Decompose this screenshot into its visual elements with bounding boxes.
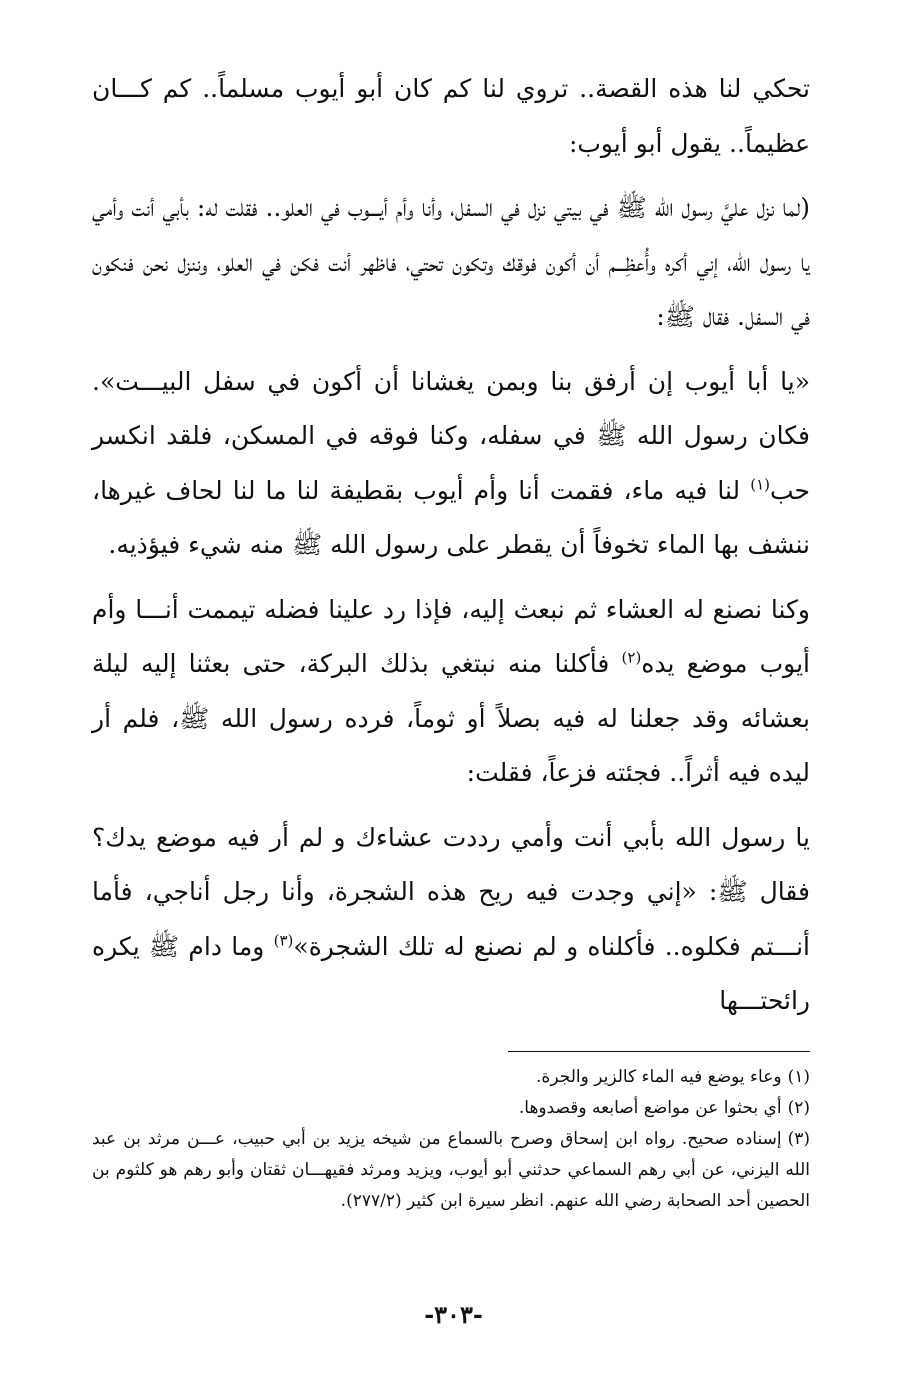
footnote-2 [92,1093,810,1124]
paragraph-3-text: «يا أبا أيوب إن أرفق بنا وبمن يغشانا أن أكون في سفل البيـــت». فكان رسول الله ﷺ في سفله، وكنا فوقه في المسكن، فلقد انكسر حب [92,366,810,505]
paragraph-3 [92,355,810,573]
footnote-2-text: أي بحثوا عن مواضع أصابعه وقصدوها. [518,1097,782,1118]
paragraph-2-text: (لما نزل عليَّ رسول الله ﷺ في بيتي نزل في السفل، وأنا وأم أيـــوب في العلو.. فقلت له: بأبي أنت وأمي يا رسول الله، إني أكره وأُعظِـــم أن أكون فوقك وتكون تحتي، فاظهر أنت فكن في العلو، وننزل نحن فنكون في السفل. فقال ﷺ: [92,193,810,331]
footnote-3 [92,1124,810,1217]
paragraph-4 [92,583,810,801]
footnotes [92,1062,810,1217]
footnote-ref-2: (٢) [621,648,642,667]
paragraph-5-continuation: وما دام ﷺ يكره رائحتـــها [92,931,810,1015]
paragraph-2 [92,181,810,345]
footnote-1-number: (١) [787,1066,810,1087]
footnote-2-number: (٢) [787,1097,810,1118]
page-number: -٣٠٣- [424,1300,483,1329]
footnote-1 [92,1062,810,1093]
footnote-3-text: إسناده صحيح. رواه ابن إسحاق وصرح بالسماع من شيخه يزيد بن أبي حبيب، عـــن مرثد بن عبد الله اليزني، عن أبي رهم السماعي حدثني أبو أيوب، ويزيد ومرثد فقيهـــان ثقتان وأبو رهم هو كلثوم بن الحصين أحد الصحابة رضي الله عنهم. انظر سيرة ابن كثير (٢٧٧/٢). [92,1128,810,1211]
footnote-divider [508,1051,810,1052]
paragraph-1 [92,62,810,171]
footnote-ref-1: (١) [750,475,770,494]
paragraph-5-text: يا رسول الله بأبي أنت وأمي رددت عشاءك و لم أر فيه موضع يدك؟ فقال ﷺ: «إني وجدت فيه ريح هذه الشجرة، وأنا رجل أناجي، فأما أنـــتم فكلوه.. فأكلناه و لم نصنع له تلك الشجرة» [92,822,810,961]
book-page [92,62,810,1362]
paragraph-3-continuation: لنا فيه ماء، فقمت أنا وأم أيوب بقطيفة لنا ما لنا لحاف غيرها، ننشف بها الماء تخوفاً أن يقطر على رسول الله ﷺ منه شيء فيؤذيه. [92,475,810,559]
paragraph-4-text: وكنا نصنع له العشاء ثم نبعث إليه، فإذا رد علينا فضله تيممت أنـــا وأم أيوب موضع يده [92,594,810,678]
footnote-1-text: وعاء يوضع فيه الماء كالزير والجرة. [536,1066,782,1087]
main-text [92,62,810,1029]
footnote-ref-3: (٣) [273,931,294,950]
paragraph-4-continuation: فأكلنا منه نبتغي بذلك البركة، حتى بعثنا إليه ليلة بعشائه وقد جعلنا له فيه بصلاً أو ثوماً، فرده رسول الله ﷺ، فلم أر ليده فيه أثراً.. فجئته فزعاً، فقلت: [92,649,810,787]
paragraph-5 [92,811,810,1029]
paragraph-1-text: تحكي لنا هذه القصة.. تروي لنا كم كان أبو أيوب مسلماً.. كم كـــان عظيماً.. يقول أبو أيوب: [92,74,810,158]
footnote-3-number: (٣) [787,1128,810,1149]
